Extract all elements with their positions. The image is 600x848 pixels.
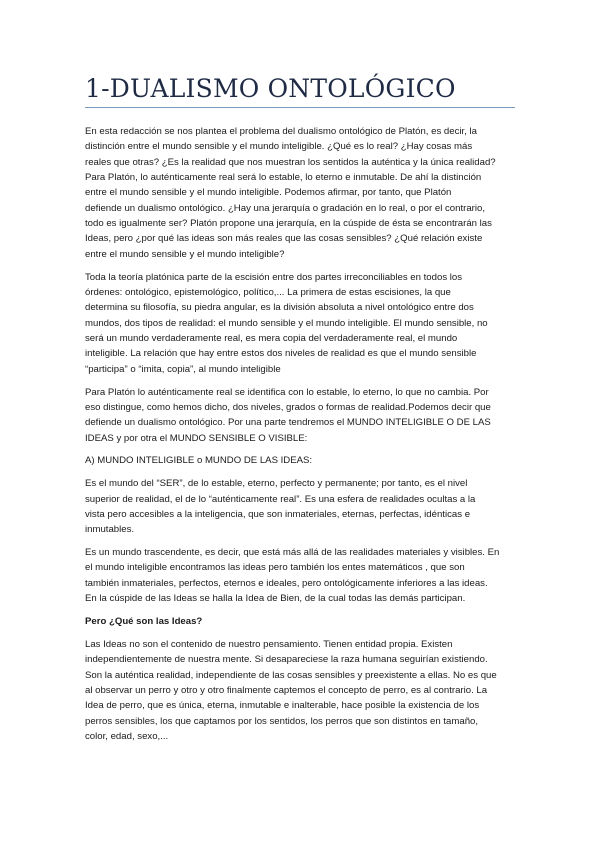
text-line: determina su filosofía, su piedra angular, es la división absoluta a nivel ontológico entre dos — [85, 302, 474, 314]
text-line: entre el mundo sensible y el mundo inteligible. Podemos afirmar, por tanto, que Platón — [85, 187, 452, 199]
text-line: todo es igualmente ser? Platón propone una jerarquía, en la cúspide de ésta se encontrarán las — [85, 218, 492, 230]
text-line: defiende un dualismo ontológico. ¿Hay una jerarquía o gradación en lo real, o por el contrario, — [85, 202, 485, 214]
text-line: Para Platón lo auténticamente real se identifica con lo estable, lo eterno, lo que no cambia. Por — [85, 386, 489, 398]
text-line: Las Ideas no son el contenido de nuestro pensamiento. Tienen entidad propia. Existen — [85, 638, 453, 650]
text-line: inmutables. — [85, 524, 135, 536]
text-line: Es un mundo trascendente, es decir, que está más allá de las realidades materiales y visibles. En — [85, 547, 500, 559]
text-line: Idea de perro, que es única, eterna, inmutable e inalterable, hace posible la existencia de los — [85, 700, 480, 712]
text-line: al observar un perro y otro y otro finalmente captemos el concepto de perro, es al contrario. La — [85, 684, 488, 696]
paragraph — [85, 124, 517, 262]
paragraph — [85, 270, 517, 377]
text-line: también inmateriales, perfectos, eternos e ideales, pero ontológicamente inferiores a las ideas. — [85, 577, 488, 589]
paragraph — [85, 545, 517, 606]
text-line: “participa” o “imita, copia”, al mundo inteligible — [85, 363, 281, 375]
text-line: Son la auténtica realidad, independiente de las cosas sensibles y preexistente a ellas. No es que — [85, 669, 497, 681]
text-line: distinción entre el mundo sensible y el mundo inteligible. ¿Qué es lo real? ¿Hay cosas más — [85, 141, 473, 153]
paragraph — [85, 637, 517, 744]
text-line: eso distingue, como hemos dicho, dos niveles, grados o formas de realidad.Podemos decir que — [85, 401, 491, 413]
text-line: reales que otras? ¿Es la realidad que nos muestran los sentidos la auténtica y la única realidad? — [85, 156, 496, 168]
text-line: IDEAS y por otra el MUNDO SENSIBLE O VISIBLE: — [85, 432, 308, 444]
title-underline — [85, 107, 515, 108]
paragraph — [85, 385, 517, 446]
text-line: En esta redacción se nos plantea el problema del dualismo ontológico de Platón, es decir, la — [85, 126, 477, 137]
text-line: Pero ¿Qué son las Ideas? — [85, 615, 203, 627]
section-heading — [85, 614, 517, 629]
text-line: independientemente de nuestra mente. Si desapareciese la raza humana seguirían existiendo. — [85, 654, 488, 666]
text-line: será un mundo verdaderamente real, es mera copia del verdaderamente real, el mundo — [85, 332, 458, 344]
text-line: En la cúspide de las Ideas se halla la Idea de Bien, de la cual todas las demás participan. — [85, 593, 466, 605]
text-line: superior de realidad, el de lo “auténticamente real”. Es una esfera de realidades ocultas a la — [85, 493, 476, 505]
text-line: Para Platón, lo auténticamente real será lo estable, lo eterno e inmutable. De ahí la distinción — [85, 172, 482, 184]
text-line: vista pero accesibles a la inteligencia, que son inmateriales, eternas, perfectas, idénticas e — [85, 508, 471, 520]
text-line: defiende un dualismo ontológico. Por una parte tendremos el MUNDO INTELIGIBLE O DE LAS — [85, 417, 491, 429]
text-line: perros sensibles, los que captamos por los sentidos, los perros que son distintos en tamaño, — [85, 715, 479, 727]
text-line: entre el mundo sensible y el mundo inteligible? — [85, 248, 285, 260]
paragraph — [85, 453, 517, 468]
document-title: 1-DUALISMO ONTOLÓGICO — [85, 74, 456, 103]
text-line: mundos, dos tipos de realidad: el mundo sensible y el mundo inteligible. El mundo sensible, no — [85, 317, 488, 329]
text-line: inteligible. La relación que hay entre estos dos niveles de realidad es que el mundo sensible — [85, 348, 477, 360]
text-line: órdenes: ontológico, epistemológico, político,... La primera de estas escisiones, la que — [85, 286, 451, 298]
document-body — [85, 124, 517, 752]
paragraph — [85, 476, 517, 537]
text-line: Ideas, pero ¿por qué las ideas son más reales que las cosas sensibles? ¿Qué relación existe — [85, 233, 483, 245]
text-line: el mundo inteligible encontramos las ideas pero también los entes matemáticos , que son — [85, 562, 465, 574]
text-line: A) MUNDO INTELIGIBLE o MUNDO DE LAS IDEAS: — [85, 455, 313, 467]
text-line: color, edad, sexo,... — [85, 730, 169, 742]
text-line: Es el mundo del “SER”, de lo estable, eterno, perfecto y permanente; por tanto, es el nivel — [85, 478, 468, 490]
text-line: Toda la teoría platónica parte de la escisión entre dos partes irreconciliables en todos los — [85, 271, 463, 283]
